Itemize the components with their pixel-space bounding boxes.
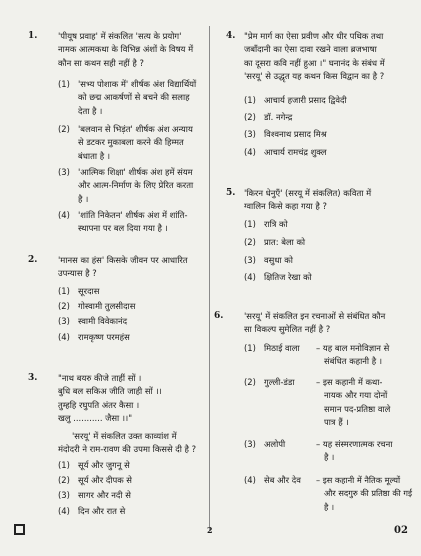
question-number: 2. — [28, 255, 38, 265]
question-number: 5. — [226, 188, 236, 198]
question-number: 3. — [28, 373, 38, 383]
question-text: 'मानस का हंस' किसके जीवन पर आधारित उपन्यास है ? — [58, 255, 188, 279]
poem-excerpt: "नाथ बयरु कीजे ताहीं सों । बुधि बल सकिअ जीति जाही सों ।। तुम्हहि रघुपति अंतर कैसा । खलु ........... जैसा ।।" — [58, 373, 162, 423]
question-number: 6. — [214, 311, 224, 321]
exam-page: 1. 'पीयूष प्रवाह' में संकलित 'सत्य के प्रयोग' नामक आत्मकथा के विभिन्न अंशों के विषय में कौन सा कथन सही नहीं है ? (1) 'सभ्य पोशाक में' शीर्षक अंश विद्यार्थियों को छद्म आकर्षणों से बचने की सलाह देता है । (2) 'बलवान से भिड़ंत' शीर्षक अंश अन्याय से डटकर मुकाबला करने की हिम्मत बंधाता है । (3) 'आत्मिक शिक्षा' शीर्षक अंश हमें संयम और आत्म-निर्माण के लिए प्रेरित करता है । (4) 'शांति निकेतन' शीर्षक अंश में शांति- स्थापना पर बल दिया गया है । 2. 'मानस का हंस' किसके जीवन पर आधारित उपन्यास है ? (1) सूरदास (2) गोस्वामी तुलसीदास (3) स्वामी विवेकानंद (4) रामकृष्ण परमहंस 3. "नाथ बयरु कीजे ताहीं सों । बुधि बल सकिअ जीति जाही सों ।। तुम्हहि रघुपति अंतर कैसा । खलु ........... जैसा ।।" 'सरयू' में संकलित उक्त काव्यांश में मंदोदरी ने राम-रावण की उपमा किससे दी है ? (1) सूर्य और जुगनू से (2) सूर्य और दीपक से (3) सागर और नदी से (4) दिन और रात से 4. "प्रेम मार्ग का ऐसा प्रवीण और धीर पथिक तथा जबाँदानी का ऐसा दावा रखने वाला ब्रजभाषा का दूसरा कवि नहीं हुआ ।" घनानंद के संबंध में 'सरयू' से उद्धृत यह कथन किस विद्वान का है ? (1) आचार्य हजारी प्रसाद द्विवेदी (2) डॉ. नगेन्द्र (3) विश्वनाथ प्रसाद मिश्र (4) आचार्य रामचंद्र शुक्ल 5. 'किरन धेनुएँ' (सरयू में संकलित) कविता में ग्वालिन किसे कहा गया है ? (1) रात्रि को (2) प्रात: बेला को (3) वसुधा को (4) क्षितिज रेखा को 6. 'सरयू' में संकलित इन रचनाओं से संबंधित कौन सा विकल्प सुमेलित नहीं है ? (1) मिठाई वाला – यह बाल मनोविज्ञान से संबंधित कहानी है । (2) गुल्ली-डंडा – इस कहानी में कथा- नायक और गया दोनों समान पद-प्रतिष्ठा वाले पात्र हैं । (3) अलोपी – यह संस्मरणात्मक रचना है । (4) सेब और देव – इस कहानी में नैतिक मूल्यों और सदगुरु की प्रतिष्ठा की गई है । 2 02 — [0, 0, 421, 556]
question-text: 'सरयू' में संकलित इन रचनाओं से संबंधित कौन सा विकल्प सुमेलित नहीं है ? — [244, 311, 386, 335]
question-text: 'सरयू' में संकलित उक्त काव्यांश में मंदोदरी ने राम-रावण की उपमा किससे दी है ? — [58, 431, 197, 455]
question-text: 'पीयूष प्रवाह' में संकलित 'सत्य के प्रयोग' नामक आत्मकथा के विभिन्न अंशों के विषय में कौन सा कथन सही नहीं है ? — [58, 31, 194, 68]
corner-square-mark — [14, 524, 25, 535]
question-number: 4. — [226, 31, 236, 41]
booklet-code: 02 — [394, 525, 408, 536]
question-text: 'किरन धेनुएँ' (सरयू में संकलित) कविता में ग्वालिन किसे कहा गया है ? — [244, 188, 372, 212]
page-number: 2 — [207, 525, 213, 535]
question-number: 1. — [28, 31, 38, 41]
question-text: "प्रेम मार्ग का ऐसा प्रवीण और धीर पथिक तथा जबाँदानी का ऐसा दावा रखने वाला ब्रजभाषा का दूसरा कवि नहीं हुआ ।" घनानंद के संबंध में 'सरयू' से उद्धृत यह कथन किस विद्वान का है ? — [244, 31, 385, 81]
